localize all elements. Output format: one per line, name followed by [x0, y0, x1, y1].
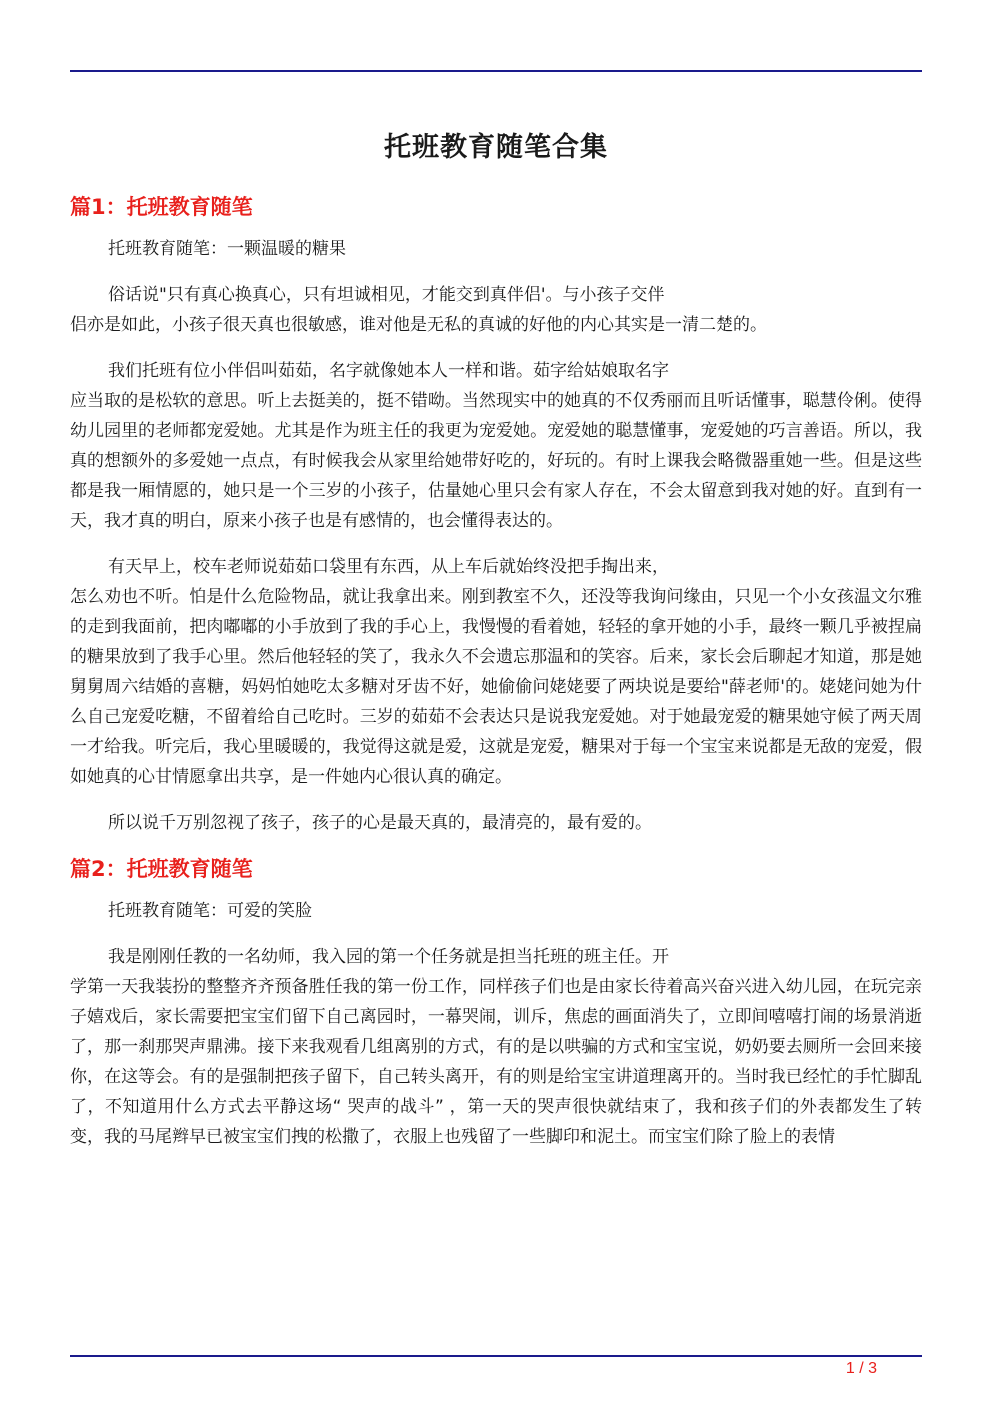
header-rule	[70, 70, 922, 72]
document-title: 托班教育随笔合集	[384, 132, 608, 163]
section-heading: 篇2：托班教育随笔	[70, 857, 253, 881]
paragraph-first-line: 我们托班有位小伴侣叫茹茹，名字就像她本人一样和谐。茹字给姑娘取名字	[108, 361, 669, 381]
footer-rule	[70, 1355, 922, 1357]
section-heading: 篇1：托班教育随笔	[70, 195, 253, 219]
section-subtitle: 托班教育随笔：可爱的笑脸	[108, 901, 312, 921]
paragraph-body: 侣亦是如此，小孩子很天真也很敏感，谁对他是无私的真诚的好他的内心其实是一清二楚的。	[70, 315, 767, 335]
page-number: 1 / 3	[845, 1360, 877, 1377]
paragraph	[70, 356, 922, 536]
paragraph-first-line: 有天早上，校车老师说茹茹口袋里有东西，从上车后就始终没把手掏出来，	[108, 557, 669, 577]
paragraph-body: 怎么劝也不听。怕是什么危险物品，就让我拿出来。刚到教室不久，还没等我询问缘由，只见一个小女孩温文尔雅的走到我面前，把肉嘟嘟的小手放到了我的手心上，我慢慢的看着她，轻轻的拿开她的小手，最终一颗几乎被捏扁的糖果放到了我手心里。然后他轻轻的笑了，我永久不会遗忘那温和的笑容。后来，家长会后聊起才知道，那是她舅舅周六结婚的喜糖，妈妈怕她吃太多糖对牙齿不好，她偷偷问姥姥要了两块说是要给"薛老师'的。姥姥问她为什么自己宠爱吃糖，不留着给自己吃时。三岁的茹茹不会表达只是说我宠爱她。对于她最宠爱的糖果她守候了两天周一才给我。听完后，我心里暖暖的，我觉得这就是爱，这就是宠爱，糖果对于每一个宝宝来说都是无敌的宠爱，假如她真的心甘情愿拿出共享，是一件她内心很认真的确定。	[70, 587, 922, 787]
paragraph	[70, 280, 922, 340]
paragraph	[70, 808, 922, 838]
paragraph	[70, 552, 922, 792]
paragraph-body: 学第一天我装扮的整整齐齐预备胜任我的第一份工作，同样孩子们也是由家长待着高兴奋兴进入幼儿园，在玩完亲子嬉戏后，家长需要把宝宝们留下自己离园时，一幕哭闹，训斥，焦虑的画面消失了，立即间嘻嘻打闹的场景消逝了，那一刹那哭声鼎沸。接下来我观看几组离别的方式，有的是以哄骗的方式和宝宝说，奶奶要去厕所一会回来接你，在这等会。有的是强制把孩子留下，自己转头离开，有的则是给宝宝讲道理离开的。当时我已经忙的手忙脚乱了，不知道用什么方式去平静这场“ 哭声的战斗” ，第一天的哭声很快就结束了，我和孩子们的外表都发生了转变，我的马尾辫早已被宝宝们拽的松撒了，衣服上也残留了一些脚印和泥土。而宝宝们除了脸上的表情	[70, 977, 922, 1147]
paragraph	[70, 942, 922, 1152]
paragraph-first-line: 我是刚刚任教的一名幼师，我入园的第一个任务就是担当托班的班主任。开	[108, 947, 669, 967]
paragraph-body: 应当取的是松软的意思。听上去挺美的，挺不错呦。当然现实中的她真的不仅秀丽而且听话懂事，聪慧伶俐。使得幼儿园里的老师都宠爱她。尤其是作为班主任的我更为宠爱她。宠爱她的聪慧懂事，宠爱她的巧言善语。所以，我真的想额外的多爱她一点点，有时候我会从家里给她带好吃的，好玩的。有时上课我会略微器重她一些。但是这些都是我一厢情愿的，她只是一个三岁的小孩子，估量她心里只会有家人存在，不会太留意到我对她的好。直到有一天，我才真的明白，原来小孩子也是有感情的，也会懂得表达的。	[70, 391, 922, 531]
document-body	[70, 118, 922, 1168]
section-2	[70, 854, 922, 1152]
paragraph-first-line: 所以说千万别忽视了孩子，孩子的心是最天真的，最清亮的，最有爱的。	[108, 813, 652, 833]
section-subtitle: 托班教育随笔：一颗温暖的糖果	[108, 239, 346, 259]
section-1	[70, 192, 922, 838]
paragraph-first-line: 俗话说"只有真心换真心，只有坦诚相见，才能交到真伴侣'。与小孩子交伴	[108, 285, 665, 305]
